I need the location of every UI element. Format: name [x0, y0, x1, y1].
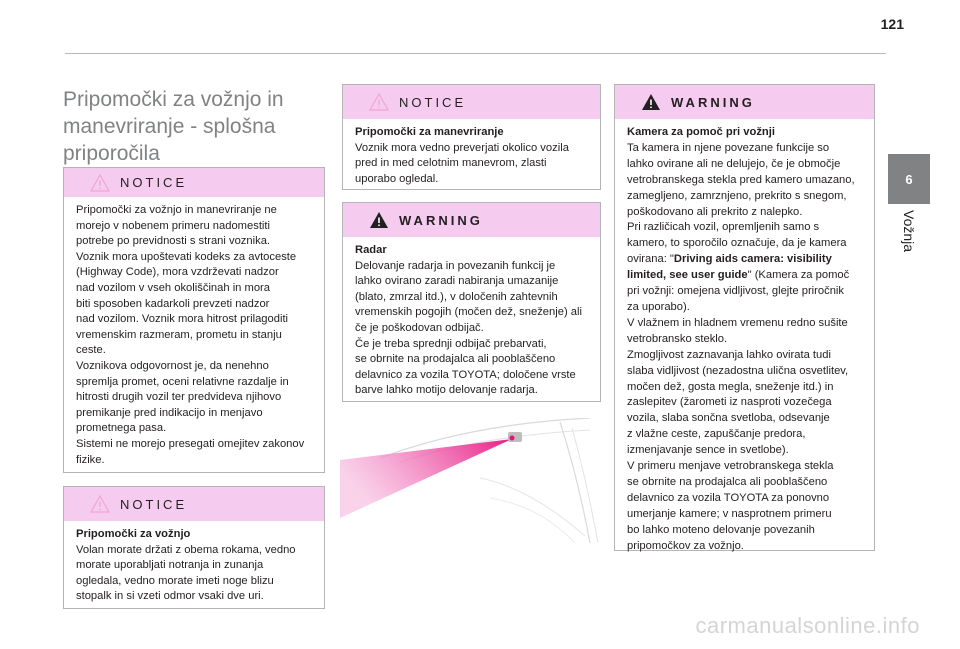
notice-body: [343, 119, 600, 195]
body-line: pred in med celotnim manevrom, zlasti: [355, 157, 547, 170]
dashboard-message: limited, see user guide: [627, 269, 748, 282]
body-line: nad vozilom v vseh okoliščinah in mora: [76, 281, 271, 294]
body-line: slaba vidljivost (nezadostna ulična osvetlitev,: [627, 364, 849, 377]
notice-body: [64, 197, 324, 476]
notice-body: [64, 521, 324, 613]
windshield-camera-illustration: [340, 418, 602, 548]
body-line: vremenskih pogojih (močen dež, sneženje) ali: [355, 306, 582, 319]
warning-header: [615, 85, 874, 119]
body-line: barve lahko motijo delovanje radarja.: [355, 384, 538, 397]
body-line: [627, 252, 868, 268]
body-line: pri vožnji: omejena vidljivost, glejte priročnik: [627, 285, 845, 298]
body-line: spremlja promet, oceni relativne razdalje in: [76, 375, 289, 388]
dashboard-message: Driving aids camera: visibility: [673, 253, 832, 266]
body-line: V primeru menjave vetrobranskega stekla: [627, 460, 834, 473]
body-line: ogledala, vedno morate imeti noge blizu: [76, 574, 274, 587]
body-line: lahko ovirane ali ne delujejo, če je območje: [627, 157, 841, 170]
warning-triangle-filled-icon: [641, 93, 661, 111]
notice-header: [64, 487, 324, 521]
body-line: premikanje pred indikacijo in menjavo: [76, 406, 263, 419]
body-line: z vlažne ceste, zapuščanje predora,: [627, 428, 806, 441]
section-tab[interactable]: 6: [888, 154, 930, 204]
warning-triangle-filled-icon: [369, 211, 389, 229]
notice-lead: Pripomočki za vožnjo: [76, 528, 191, 540]
body-line: vozila, slaba sončna svetloba, odsevanje: [627, 412, 830, 425]
warning-box-camera: [614, 84, 875, 551]
body-line: vetrobransko steklo.: [627, 332, 728, 345]
top-divider: [65, 53, 886, 54]
caution-triangle-outline-icon: [369, 93, 389, 111]
body-line: vetrobranskega stekla pred kamero umazano,: [627, 173, 855, 186]
notice-heading: NOTICE: [399, 94, 467, 110]
body-line: Delovanje radarja in povezanih funkcij je: [355, 259, 556, 272]
notice-box-general: [63, 167, 325, 473]
notice-lead: Pripomočki za manevriranje: [355, 126, 504, 138]
body-line: (Highway Code), mora vzdrževati nadzor: [76, 266, 279, 279]
warning-body: [343, 237, 600, 407]
body-line: umerjanje kamere; v nasprotnem primeru: [627, 507, 832, 520]
body-line: Volan morate držati z obema rokama, vedno: [76, 543, 296, 556]
notice-header: [343, 85, 600, 119]
notice-box-maneuvering: [342, 84, 601, 190]
page-title: Pripomočki za vožnjo in manevriranje - splošna priporočila: [63, 88, 284, 165]
body-line: za uporabo).: [627, 300, 690, 313]
body-line: se obrnite na prodajalca ali pooblaščeno: [627, 475, 828, 488]
body-line: potrebe po previdnosti s strani voznika.: [76, 235, 271, 248]
caution-triangle-outline-icon: [90, 174, 110, 192]
body-fragment: " (Kamera za pomoč: [747, 269, 850, 282]
body-line: izmenjavanje sence in svetlobe).: [627, 444, 789, 457]
body-line: stopalk in si vzeti odmor vsaki dve uri.: [76, 590, 264, 603]
warning-header: [343, 203, 600, 237]
body-line: hitrosti drugih vozil ter predvideva njihovo: [76, 391, 282, 404]
body-line: se obrnite na prodajalca ali pooblaščeno: [355, 353, 556, 366]
body-line: Voznik mora upoštevati kodeks za avtoceste: [76, 250, 297, 263]
notice-heading: NOTICE: [120, 496, 188, 512]
body-line: Ta kamera in njene povezane funkcije so: [627, 141, 830, 154]
body-line: lahko ovirano zaradi nabiranja umazanije: [355, 275, 559, 288]
body-line: kamero, to sporočilo označuje, da je kamera: [627, 237, 847, 250]
body-fragment: ovirana: ": [627, 253, 674, 266]
body-line: prometnega pasa.: [76, 422, 167, 435]
body-line: morate uporabljati notranja in zunanja: [76, 559, 264, 572]
body-line: bo lahko moteno delovanje povezanih: [627, 523, 815, 536]
body-line: morejo v nobenem primeru nadomestiti: [76, 219, 271, 232]
section-label: Vožnja: [901, 210, 917, 253]
body-line: zaslepitev (žarometi iz nasproti vozečega: [627, 396, 832, 409]
body-line: Zmogljivost zaznavanja lahko ovirata tudi: [627, 348, 831, 361]
section-label-wrap: [888, 210, 930, 280]
caution-triangle-outline-icon: [90, 495, 110, 513]
body-line: vremenskim razmeram, prometu in stanju: [76, 328, 282, 341]
body-line: Voznik mora vedno preverjati okolico vozila: [355, 141, 569, 154]
body-line: poškodovano ali prekrito z nalepko.: [627, 205, 803, 218]
body-line: delavnico za vozila TOYOTA; določene vrste: [355, 368, 576, 381]
warning-lead: Kamera za pomoč pri vožnji: [627, 126, 775, 138]
body-line: biti sposoben kadarkoli prevzeti nadzor: [76, 297, 270, 310]
body-line: [627, 268, 868, 284]
body-line: močen dež, gosta megla, sneženje itd.) in: [627, 380, 834, 393]
warning-box-radar: [342, 202, 601, 402]
warning-lead: Radar: [355, 244, 387, 256]
watermark: carmanualsonline.info: [695, 613, 920, 638]
warning-heading: WARNING: [399, 212, 483, 228]
body-line: pripomočkov za vožnjo.: [627, 539, 744, 552]
body-line: Voznikova odgovornost je, da nenehno: [76, 359, 269, 372]
body-line: nad vozilom. Voznik mora hitrost prilagoditi: [76, 313, 289, 326]
body-line: (blato, zmrzal itd.), v določenih zahtevnih: [355, 290, 558, 303]
body-line: V vlažnem in hladnem vremenu redno sušite: [627, 316, 848, 329]
body-line: Pri različicah vozil, opremljenih samo s: [627, 221, 820, 234]
body-line: Pripomočki za vožnjo in manevriranje ne: [76, 204, 277, 216]
notice-header: [64, 168, 324, 197]
body-line: delavnico za vozila TOYOTA za ponovno: [627, 491, 830, 504]
notice-box-driving-aids: [63, 486, 325, 609]
body-line: če je poškodovan odbijač.: [355, 321, 484, 334]
body-line: ceste.: [76, 344, 106, 357]
body-line: fizike.: [76, 453, 105, 466]
body-line: uporabo ogledal.: [355, 172, 439, 185]
page-number: 121: [880, 16, 904, 32]
notice-heading: NOTICE: [120, 175, 188, 190]
warning-body: [615, 119, 874, 562]
body-line: Če je treba sprednji odbijač prebarvati,: [355, 337, 547, 350]
body-line: Sistemi ne morejo presegati omejitev zakonov: [76, 437, 305, 450]
body-line: zamegljeno, zamrznjeno, prekrito s snegom,: [627, 189, 847, 202]
warning-heading: WARNING: [671, 94, 755, 110]
